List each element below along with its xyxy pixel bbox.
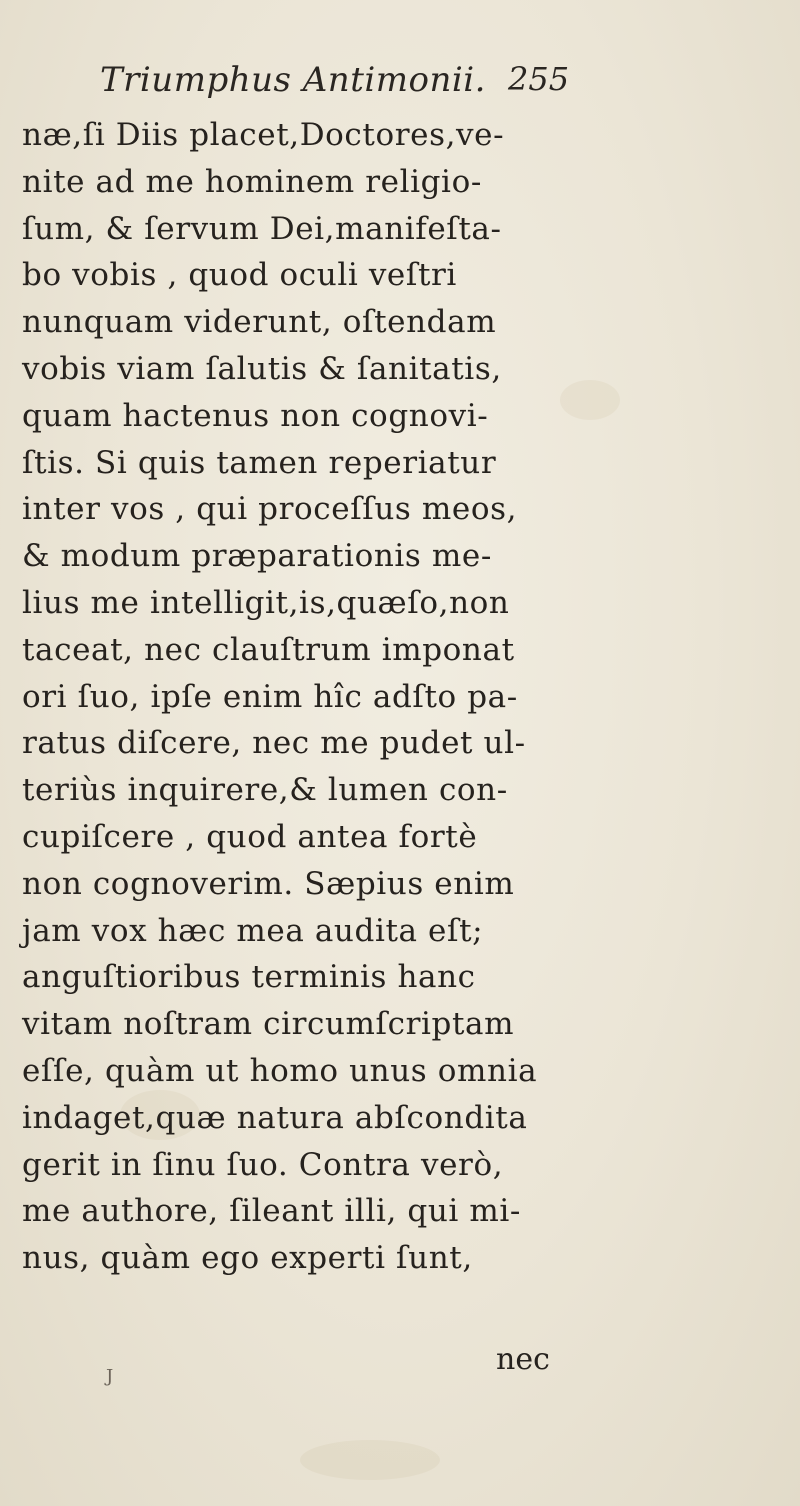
text-line: vobis viam ſalutis & ſanitatis, xyxy=(22,350,502,387)
text-line: inter vos , qui proceſſus meos, xyxy=(22,491,518,528)
text-line: ori ſuo, ipſe enim hîc adſto pa- xyxy=(22,678,518,715)
text-line: ratus diſcere, nec me pudet ul- xyxy=(22,725,526,762)
text-line: nunquam viderunt, oſtendam xyxy=(22,304,497,341)
running-title: Triumphus Antimonii. xyxy=(100,60,486,100)
text-line: bo vobis , quod oculi veſtri xyxy=(22,257,457,294)
body-text xyxy=(22,112,602,1282)
text-line: me authore, ſileant illi, qui mi- xyxy=(22,1193,521,1230)
text-line: jam vox hæc mea audita eſt; xyxy=(22,912,484,949)
text-line: quam hactenus non cognovi- xyxy=(22,397,489,434)
text-line: vitam noſtram circumſcriptam xyxy=(22,1006,515,1043)
text-line: ſum, & ſervum Dei,manifeſta- xyxy=(22,210,502,247)
text-line: teriùs inquirere,& lumen con- xyxy=(22,772,508,809)
text-line: & modum præparationis me- xyxy=(22,538,492,575)
text-line: cupiſcere , quod antea fortè xyxy=(22,818,478,855)
catchword: nec xyxy=(496,1342,550,1377)
text-line: lius me intelligit,is,quæſo,non xyxy=(22,584,510,621)
page-number: 255 xyxy=(508,60,570,98)
text-line: eſſe, quàm ut homo unus omnia xyxy=(22,1052,538,1089)
text-line: ſtis. Si quis tamen reperiatur xyxy=(22,444,497,481)
text-line: anguſtioribus terminis hanc xyxy=(22,959,476,996)
text-line: non cognoverim. Sæpius enim xyxy=(22,865,515,902)
text-line: taceat, nec clauſtrum imponat xyxy=(22,631,515,668)
running-header xyxy=(100,56,620,108)
text-line: næ,ſi Diis placet,Doctores,ve- xyxy=(22,117,505,153)
signature-mark: J xyxy=(106,1366,114,1387)
text-line: nite ad me hominem religio- xyxy=(22,163,482,200)
text-line: nus, quàm ego experti ſunt, xyxy=(22,1240,473,1277)
text-line: gerit in ſinu ſuo. Contra verò, xyxy=(22,1146,504,1183)
text-line: indaget,quæ natura abſcondita xyxy=(22,1099,528,1136)
paper-stain xyxy=(300,1440,440,1480)
